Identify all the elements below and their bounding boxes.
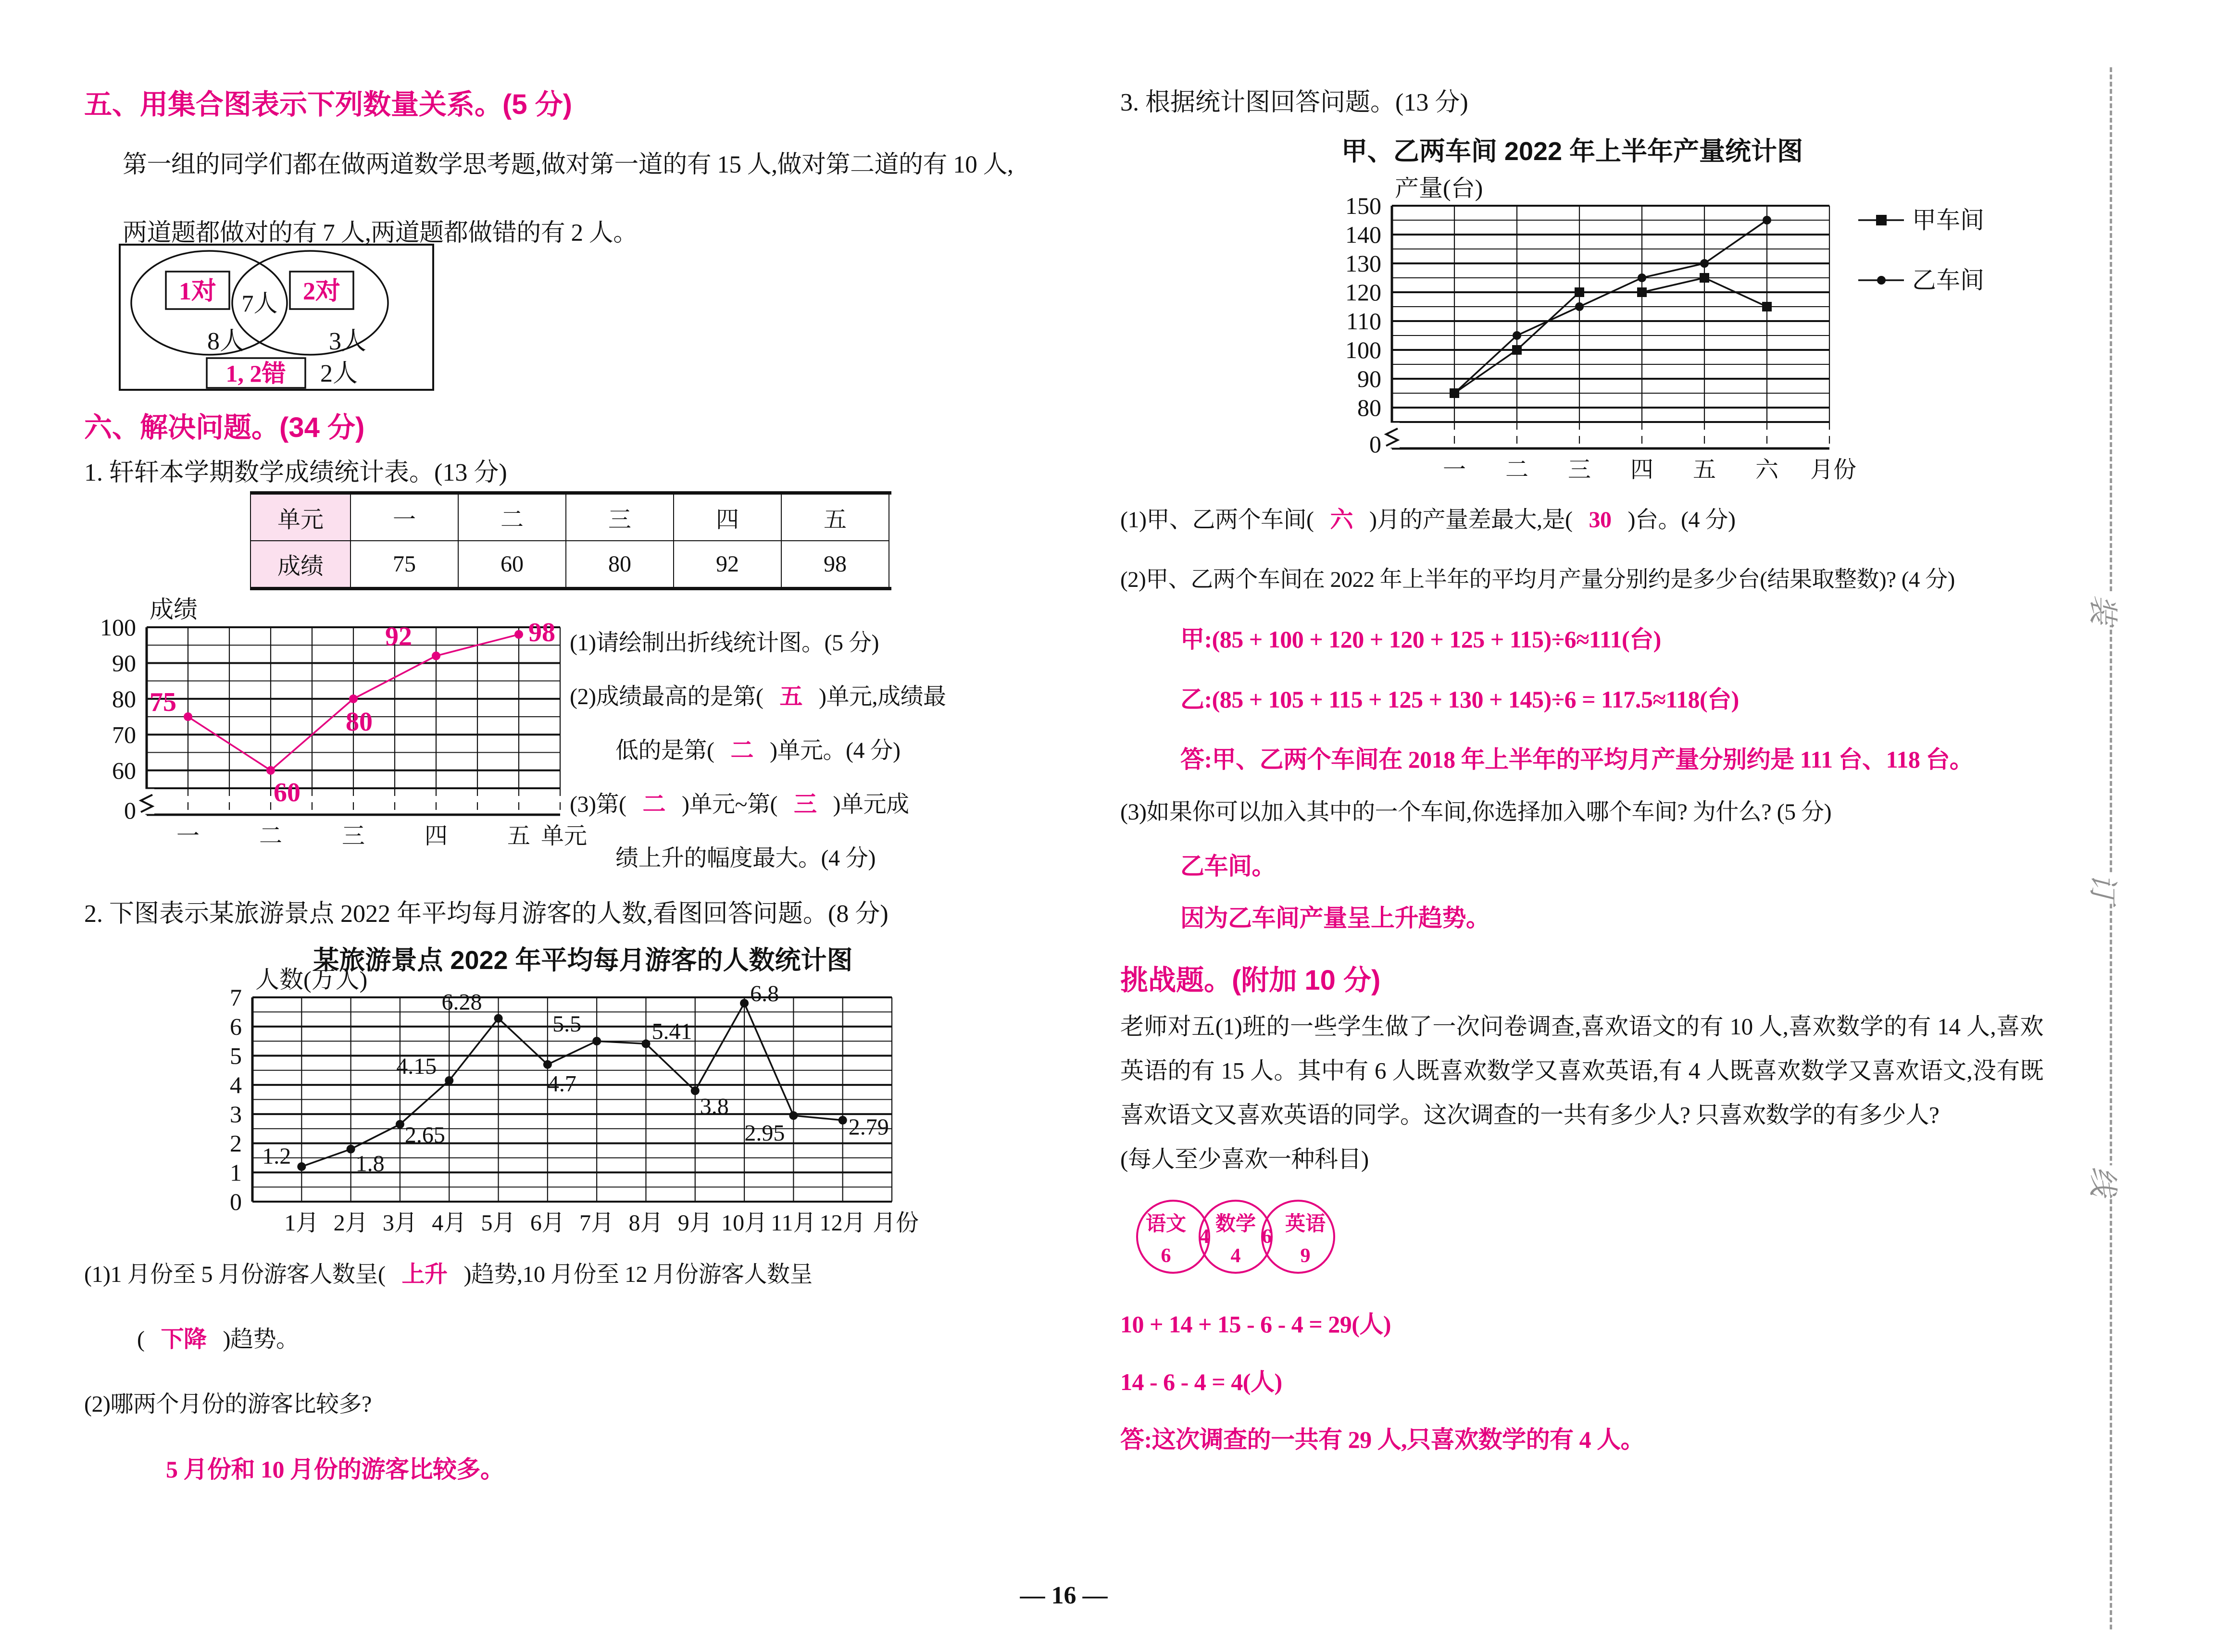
venn-count: 4 <box>1230 1245 1241 1267</box>
p3-work-line1: 甲:(85 + 100 + 120 + 120 + 125 + 115)÷6≈111(台) <box>1180 626 1661 653</box>
table-cell: 98 <box>782 541 889 587</box>
p1-question3-line2 <box>570 832 946 885</box>
svg-text:四: 四 <box>424 823 448 849</box>
binding-mark: 订 <box>2080 872 2131 904</box>
svg-text:10月: 10月 <box>721 1210 768 1236</box>
p2-question1-line2 <box>137 1320 299 1354</box>
svg-text:2.95: 2.95 <box>744 1120 785 1146</box>
svg-text:成绩: 成绩 <box>150 596 198 623</box>
svg-text:四: 四 <box>1630 457 1654 483</box>
workshops-chart-title: 甲、乙两车间 2022 年上半年产量统计图 <box>1341 137 1803 166</box>
problem3-title: 3. 根据统计图回答问题。(13 分) <box>1120 89 1468 116</box>
venn-count: 8人 <box>207 328 245 355</box>
equation-line: 14 - 6 - 4 = 4(人) <box>1120 1368 1282 1395</box>
table-cell: 92 <box>674 541 782 587</box>
binding-dashed-line <box>2110 67 2112 1629</box>
svg-text:7月: 7月 <box>579 1210 614 1236</box>
svg-text:80: 80 <box>1357 394 1381 421</box>
svg-text:80: 80 <box>346 707 373 737</box>
svg-text:2.79: 2.79 <box>848 1114 889 1140</box>
venn-count: 3人 <box>328 328 367 355</box>
answer-text: 二 <box>730 738 754 763</box>
question-text: )单元成 <box>833 792 909 817</box>
answer-text: 下降 <box>161 1327 207 1352</box>
binding-mark: 线 <box>2080 1165 2131 1197</box>
question-text: )趋势。 <box>223 1327 299 1352</box>
p2-answer: 5 月份和 10 月份的游客比较多。 <box>166 1456 504 1483</box>
problem1-title: 1. 轩轩本学期数学成绩统计表。(13 分) <box>84 459 507 486</box>
question-text: (1)请绘制出折线统计图。(5 分) <box>570 630 879 656</box>
section5-paragraph-line2: 两道题都做对的有 7 人,两道题都做错的有 2 人。 <box>123 220 638 247</box>
answer-text: 三 <box>793 792 817 817</box>
venn-box-label: 2对 <box>302 278 341 305</box>
svg-text:12月: 12月 <box>819 1210 866 1236</box>
svg-text:70: 70 <box>112 721 136 748</box>
table-cell: 80 <box>566 541 674 587</box>
svg-text:人数(万人): 人数(万人) <box>255 966 368 993</box>
table-row-label: 成绩 <box>250 541 351 587</box>
svg-text:3.8: 3.8 <box>700 1093 729 1119</box>
equation-line: 10 + 14 + 15 - 6 - 4 = 29(人) <box>1120 1311 1391 1338</box>
svg-text:4.7: 4.7 <box>547 1071 576 1097</box>
svg-text:2.65: 2.65 <box>404 1122 445 1148</box>
table-header-cell: 二 <box>459 495 566 541</box>
answer-text: 二 <box>642 792 665 817</box>
venn-overlap-count: 7人 <box>241 290 278 317</box>
svg-text:100: 100 <box>1345 336 1381 363</box>
svg-text:11月: 11月 <box>771 1210 816 1236</box>
binding-mark: 装 <box>2080 593 2131 625</box>
table-header-cell: 五 <box>782 495 889 541</box>
svg-text:1月: 1月 <box>284 1210 319 1236</box>
svg-text:60: 60 <box>274 777 300 807</box>
p3-question1 <box>1120 501 1735 534</box>
answer-text: 六 <box>1330 507 1353 533</box>
venn-box-label: 1, 2错 <box>225 360 286 387</box>
svg-text:92: 92 <box>385 621 412 652</box>
venn-label: 英语 <box>1285 1213 1326 1235</box>
svg-text:98: 98 <box>528 617 555 647</box>
section5-title: 五、用集合图表示下列数量关系。(5 分) <box>84 89 573 120</box>
venn-count: 6 <box>1161 1245 1171 1267</box>
svg-text:1: 1 <box>230 1159 242 1186</box>
p2-question1-line1 <box>84 1255 813 1289</box>
workshops-line-chart <box>1327 177 2039 492</box>
p3-q3-answer1: 乙车间。 <box>1180 853 1276 880</box>
svg-text:5.41: 5.41 <box>651 1019 692 1044</box>
p1-question2-line1 <box>570 670 946 724</box>
svg-text:一: 一 <box>176 823 200 849</box>
section5-paragraph-line1: 第一组的同学们都在做两道数学思考题,做对第一道的有 15 人,做对第二道的有 10 人, <box>123 151 1014 178</box>
venn-label: 数学 <box>1215 1213 1256 1235</box>
answer-text: 30 <box>1589 507 1612 533</box>
svg-text:月份: 月份 <box>872 1210 919 1236</box>
venn-circle-english <box>1262 1201 1334 1273</box>
venn-overlap-count: 4 <box>1199 1226 1210 1248</box>
question-text: (2)成绩最高的是第( <box>570 684 764 709</box>
svg-text:一: 一 <box>1442 457 1466 483</box>
svg-text:二: 二 <box>1505 457 1529 483</box>
svg-text:3月: 3月 <box>382 1210 417 1236</box>
svg-text:130: 130 <box>1345 250 1381 277</box>
footer-page-number: — 16 — <box>1020 1582 1108 1609</box>
challenge-body <box>1120 1005 2043 1181</box>
svg-text:4月: 4月 <box>432 1210 467 1236</box>
answer-text: 五 <box>779 684 802 709</box>
svg-text:9月: 9月 <box>677 1210 713 1236</box>
svg-text:60: 60 <box>112 757 136 784</box>
table-cell: 75 <box>351 541 459 587</box>
svg-text:0: 0 <box>230 1188 242 1215</box>
tourists-line-chart <box>202 966 923 1242</box>
svg-text:6.8: 6.8 <box>750 981 779 1007</box>
svg-text:6月: 6月 <box>530 1210 565 1236</box>
svg-text:80: 80 <box>112 685 136 712</box>
challenge-title: 挑战题。(附加 10 分) <box>1120 965 1381 996</box>
p1-question3-line1 <box>570 778 946 832</box>
venn-count: 9 <box>1300 1245 1311 1267</box>
answer-text: 上升 <box>401 1262 448 1287</box>
svg-text:2月: 2月 <box>333 1210 368 1236</box>
svg-text:3: 3 <box>230 1100 242 1128</box>
svg-text:4.15: 4.15 <box>396 1054 437 1080</box>
svg-text:7: 7 <box>230 984 242 1011</box>
svg-text:90: 90 <box>1357 365 1381 392</box>
svg-text:4: 4 <box>230 1071 242 1099</box>
venn-box-label: 1对 <box>178 278 217 305</box>
svg-text:三: 三 <box>341 823 365 849</box>
problem1-questions <box>570 616 946 885</box>
svg-text:甲车间: 甲车间 <box>1912 207 1984 234</box>
svg-text:5: 5 <box>230 1042 242 1069</box>
scores-table <box>250 491 891 590</box>
svg-text:乙车间: 乙车间 <box>1912 267 1984 294</box>
svg-text:0: 0 <box>124 797 136 824</box>
svg-text:单元: 单元 <box>540 823 588 849</box>
question-text: 低的是第( <box>615 738 714 763</box>
table-header-cell: 单元 <box>250 495 351 541</box>
svg-text:90: 90 <box>112 649 136 677</box>
table-header-cell: 三 <box>566 495 674 541</box>
venn-diagram-q5 <box>118 243 435 394</box>
svg-text:1.2: 1.2 <box>262 1143 291 1169</box>
question-text: )单元。(4 分) <box>770 738 901 763</box>
venn-diagram-challenge <box>1118 1191 1426 1287</box>
venn-overlap-count: 6 <box>1262 1226 1272 1248</box>
p3-q3-answer2: 因为乙车间产量呈上升趋势。 <box>1180 905 1490 932</box>
svg-text:五: 五 <box>1692 457 1716 483</box>
question-text: ( <box>137 1327 145 1352</box>
svg-text:150: 150 <box>1345 192 1381 219</box>
table-cell: 60 <box>459 541 566 587</box>
question-text: (1)甲、乙两个车间( <box>1120 507 1314 533</box>
p3-question2: (2)甲、乙两个车间在 2022 年上半年的平均月产量分别约是多少台(结果取整数)? (4 分) <box>1120 567 1955 592</box>
question-text: )台。(4 分) <box>1627 507 1736 533</box>
tourists-chart-title: 某旅游景点 2022 年平均每月游客的人数统计图 <box>313 946 853 975</box>
svg-text:6: 6 <box>230 1013 242 1040</box>
challenge-answer: 答:这次调查的一共有 29 人,只喜欢数学的有 4 人。 <box>1120 1426 1645 1453</box>
svg-text:75: 75 <box>150 687 176 718</box>
svg-text:6.28: 6.28 <box>441 989 482 1015</box>
svg-text:5月: 5月 <box>481 1210 516 1236</box>
svg-text:8月: 8月 <box>628 1210 663 1236</box>
section6-title: 六、解决问题。(34 分) <box>84 412 365 443</box>
venn-circle-chinese <box>1137 1201 1209 1273</box>
p1-question2-line2 <box>570 724 946 778</box>
svg-text:110: 110 <box>1346 308 1381 335</box>
venn-label: 语文 <box>1145 1213 1187 1235</box>
svg-text:三: 三 <box>1567 457 1591 483</box>
svg-text:100: 100 <box>100 614 136 641</box>
question-text: 绩上升的幅度最大。(4 分) <box>615 845 876 871</box>
question-text: )月的产量差最大,是( <box>1369 507 1573 533</box>
question-text: )单元~第( <box>681 792 777 817</box>
question-text: (3)第( <box>570 792 626 817</box>
p3-answer-sentence: 答:甲、乙两个车间在 2018 年上半年的平均月产量分别约是 111 台、118 台。 <box>1180 746 1974 773</box>
challenge-note: (每人至少喜欢一种科目) <box>1120 1146 1369 1172</box>
svg-text:1.8: 1.8 <box>355 1151 385 1177</box>
svg-text:月份: 月份 <box>1810 457 1857 483</box>
svg-text:2: 2 <box>230 1130 242 1157</box>
table-header-cell: 四 <box>674 495 782 541</box>
scores-line-chart <box>79 594 603 856</box>
p3-question3: (3)如果你可以加入其中的一个车间,你选择加入哪个车间? 为什么? (5 分) <box>1120 799 1832 825</box>
svg-text:120: 120 <box>1345 279 1381 306</box>
venn-count: 2人 <box>320 360 358 387</box>
svg-text:二: 二 <box>259 823 283 849</box>
p3-work-line2: 乙:(85 + 105 + 115 + 125 + 130 + 145)÷6 = 117.5≈118(台) <box>1180 686 1739 713</box>
svg-text:0: 0 <box>1369 431 1381 458</box>
svg-text:五: 五 <box>507 823 531 849</box>
question-text: (1)1 月份至 5 月份游客人数呈( <box>84 1262 386 1287</box>
svg-text:产量(台): 产量(台) <box>1395 177 1483 201</box>
svg-text:5.5: 5.5 <box>552 1011 582 1037</box>
p2-question2: (2)哪两个月份的游客比较多? <box>84 1391 372 1417</box>
table-header-cell: 一 <box>351 495 459 541</box>
question-text: )单元,成绩最 <box>818 684 946 709</box>
challenge-body-text: 老师对五(1)班的一些学生做了一次问卷调查,喜欢语文的有 10 人,喜欢数学的有 14 人,喜欢英语的有 15 人。其中有 6 人既喜欢数学又喜欢英语,有 4 人既喜欢数学又喜欢语文,没有既喜欢语文又喜欢英语的同学。这次调查的一共有多少人? 只喜欢数学的有多少人? <box>1120 1013 2043 1128</box>
question-text: )趋势,10 月份至 12 月份游客人数呈 <box>463 1262 813 1287</box>
problem2-title: 2. 下图表示某旅游景点 2022 年平均每月游客的人数,看图回答问题。(8 分) <box>84 900 889 928</box>
svg-text:140: 140 <box>1345 221 1381 248</box>
p1-question1 <box>570 616 946 670</box>
svg-text:六: 六 <box>1755 457 1779 483</box>
